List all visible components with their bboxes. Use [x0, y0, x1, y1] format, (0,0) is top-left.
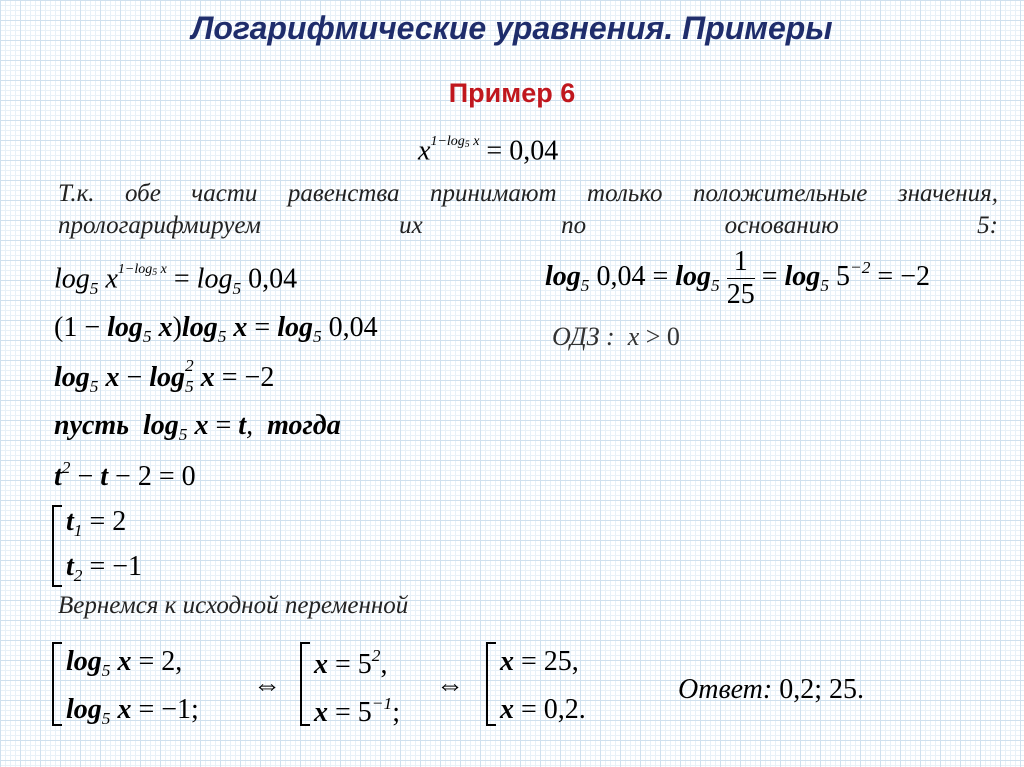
- system3-line2: x = 0,2.: [500, 694, 586, 725]
- example-heading: Пример 6: [448, 78, 576, 108]
- system1-line2: $\log_5 x = -1$;: [66, 694, 199, 729]
- odz-label: ОДЗ :: [552, 322, 615, 351]
- eq-product-form: $(1 - \log_5 x)\log_5$ $x = \log_5 0,04$: [54, 312, 378, 347]
- main-equation: $x^{1-log5 x} = 0,04$: [418, 134, 559, 167]
- eq-quadratic-log: $\log_5 x - \log$ $_{2 5}$ x = −2: [54, 356, 275, 397]
- answer-label: Ответ:: [678, 674, 773, 705]
- root-t1: $t_1 = 2$: [66, 506, 127, 541]
- system2-bracket: [300, 642, 310, 726]
- eq-quadratic-t: $t^2 - t - 2 = 0$: [54, 458, 196, 493]
- root-t2: $t_2 = -1$: [66, 551, 143, 586]
- equivalence-arrow-2: ⇔: [436, 670, 464, 701]
- eq-substitution: пусть $\log_5 x = t$, тогда: [54, 410, 341, 445]
- system2-line1: $x = 5^2$,: [314, 646, 388, 681]
- equivalence-arrow-1: ⇔: [253, 670, 281, 701]
- eq-log-004: $\log_5 0,04 = \log_5$ $\frac{1}{25}$ = $\log_5 5^{-2} = -2$: [545, 246, 930, 310]
- answer-value: 0,2; 25.: [779, 674, 864, 705]
- page-title: Логарифмические уравнения. Примеры: [191, 10, 833, 46]
- odz-condition: ОДЗ : x > 0: [552, 322, 680, 351]
- system3-bracket: [486, 642, 496, 726]
- system3-line1: x = 25,: [500, 646, 579, 677]
- system1-line1: $\log_5 x = 2$,: [66, 646, 183, 681]
- answer: [678, 674, 864, 706]
- eq-log-both-sides: $\log_5 x^{1-log5 x} = \log_5 0,04$: [54, 262, 298, 298]
- roots-bracket: [52, 505, 62, 587]
- system2-line2: $x = 5^{-1}$;: [314, 694, 400, 729]
- return-text: Вернемся к исходной переменной: [58, 592, 409, 619]
- system1-bracket: [52, 642, 62, 726]
- intro-text: Т.к. обе части равенства принимают только положительные значения, прологарифмируем их по основанию 5:: [58, 180, 998, 239]
